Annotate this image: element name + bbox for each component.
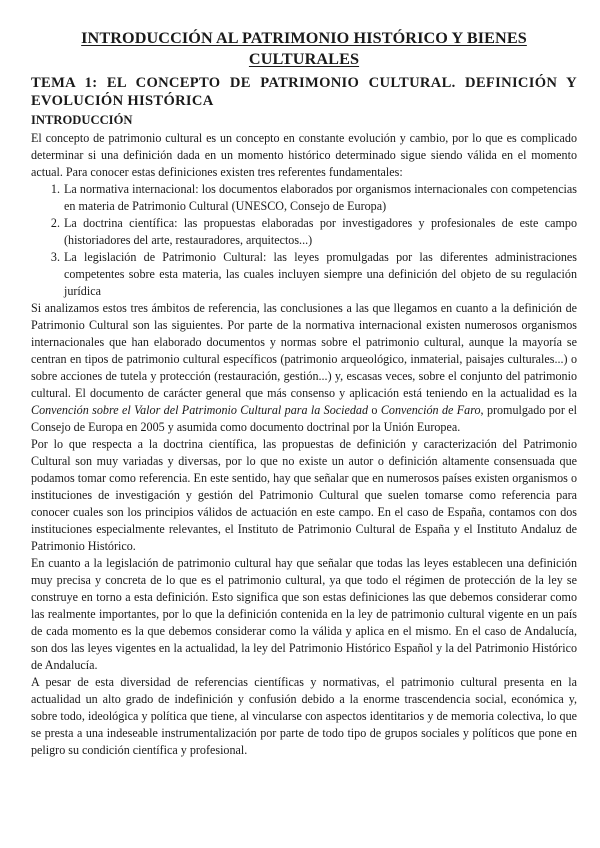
section-heading: INTRODUCCIÓN: [31, 113, 133, 127]
document-title: INTRODUCCIÓN AL PATRIMONIO HISTÓRICO Y BIENES CULTURALES: [81, 29, 527, 68]
referents-list: [31, 181, 577, 300]
intro-paragraph: El concepto de patrimonio cultural es un concepto en constante evolución y cambio, por lo que es complicado determinar si una definición dada en un momento histórico determinado sigue siendo válida en el momento actual. Para conocer estas definiciones existen tres referentes fundamentales:: [31, 131, 577, 179]
convention-title: Convención sobre el Valor del Patrimonio Cultural para la Sociedad: [31, 403, 369, 417]
topic-heading: TEMA 1: EL CONCEPTO DE PATRIMONIO CULTURAL. DEFINICIÓN Y EVOLUCIÓN HISTÓRICA: [31, 75, 577, 109]
paragraph-international-norms: [31, 300, 577, 436]
list-item: 3. La legislación de Patrimonio Cultural: las leyes promulgadas por las diferentes administraciones competentes sobre esta materia, las cuales incluyen siempre una definición del objeto de su regulación jurídica: [63, 249, 577, 300]
paragraph-text: Si analizamos estos tres ámbitos de referencia, las conclusiones a las que llegamos en cuanto a la definición de Patrimonio Cultural son las siguientes. Por parte de la normativa internacional existen numerosos organismos internacionales que han elaborado documentos y normas sobre el patrimonio cultural, aunque la mayoría se centran en tipos de patrimonio cultural específicos (patrimonio arqueológico, inmaterial, paisajes culturales...) o sobre acciones de tutela y protección (restauración, gestión...) y, escasas veces, sobre el conjunto del patrimonio cultural. El documento de carácter general que más consenso y aplicación está teniendo en la actualidad es la: [31, 301, 577, 400]
paragraph-text: , promulgado por el Consejo de Europa en 2005 y asumida como documento doctrinal por la Unión Europea.: [31, 403, 577, 434]
list-item: 2. La doctrina científica: las propuestas elaboradas por investigadores y profesionales de este campo (historiadores del arte, restauradores, arquitectos...): [63, 215, 577, 249]
paragraph-legislation: En cuanto a la legislación de patrimonio cultural hay que señalar que todas las leyes establecen una definición muy precisa y concreta de lo que es el patrimonio cultural, ya que todo el régimen de protección de la ley se construye en torno a esta definición. Esto significa que son estas definiciones las que debemos considerar como las realmente importantes, por lo que la definición contenida en la ley de patrimonio cultural vigente en un país de cada momento es la que debemos considerar como la válida y aplica en el mismo. En el caso de Andalucía, son dos las leyes vigentes en la actualidad, la ley del Patrimonio Histórico Español y la del Patrimonio Histórico de Andalucía.: [31, 556, 577, 672]
convention-alt-title: Convención de Faro: [380, 403, 481, 417]
document-page: [31, 28, 577, 759]
paragraph-scientific-doctrine: Por lo que respecta a la doctrina científica, las propuestas de definición y caracterización del Patrimonio Cultural son muy variadas y diversas, por lo que no existe un autor o definición altamente consensuada que podamos tomar como referencia. En este sentido, hay que señalar que en numerosos países existen organismos o instituciones de investigación y gestión del Patrimonio Cultural que suelen tomarse como referencia para conocer cuales son los principios válidos de actuación en este campo. En el caso de España, contamos con dos instituciones especialmente relevantes, el Instituto de Patrimonio Cultural de España y el Instituto Andaluz de Patrimonio Histórico.: [31, 437, 577, 553]
list-item: 1. La normativa internacional: los documentos elaborados por organismos internacionales con competencias en materia de Patrimonio Cultural (UNESCO, Consejo de Europa): [63, 181, 577, 215]
paragraph-conclusion: A pesar de esta diversidad de referencias científicas y normativas, el patrimonio cultural presenta en la actualidad un alto grado de indefinición y confusión debido a la enorme trascendencia social, económica y, sobre todo, ideológica y política que tiene, al vincularse con aspectos identitarios y de memoria colectiva, lo que se presta a una indeseable instrumentalización por parte de todo tipo de grupos sociales y políticos que pone en peligro su condición científica y profesional.: [31, 675, 577, 757]
paragraph-text: o: [368, 403, 381, 417]
